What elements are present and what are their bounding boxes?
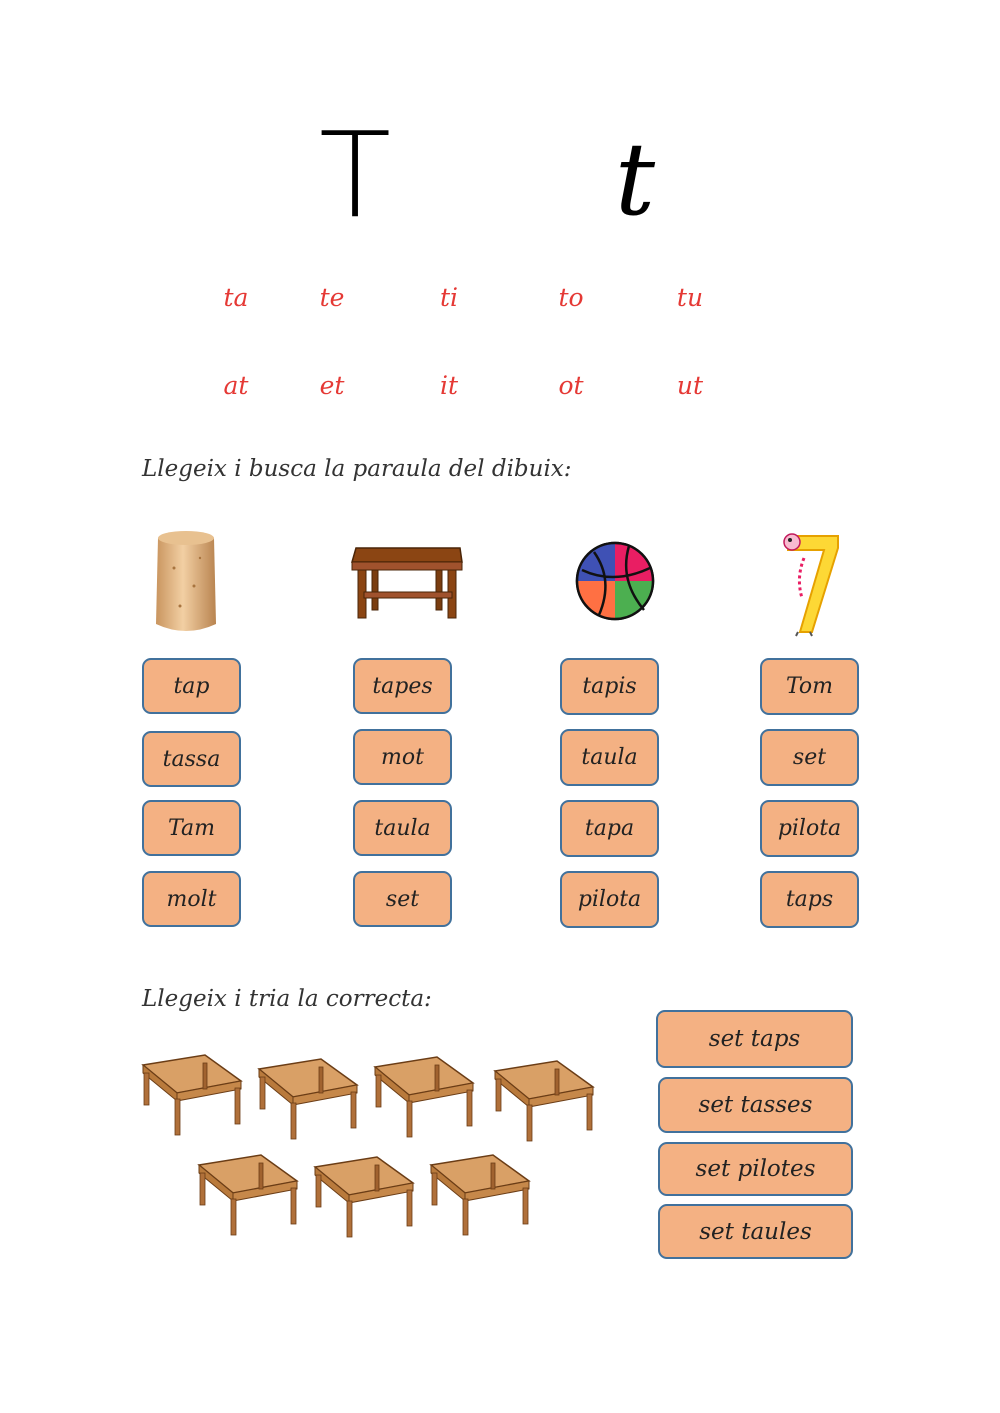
table-icon xyxy=(199,1155,297,1235)
ball-icon xyxy=(574,540,656,622)
answer-option[interactable]: set taules xyxy=(658,1204,853,1259)
table-icon xyxy=(375,1057,473,1137)
table-icon xyxy=(431,1155,529,1235)
exercise-1-instruction: Llegeix i busca la paraula del dibuix: xyxy=(142,456,572,482)
word-option[interactable]: tapis xyxy=(560,658,659,715)
word-option[interactable]: tapa xyxy=(560,800,659,857)
answer-option[interactable]: set taps xyxy=(656,1010,853,1068)
table-icon xyxy=(315,1157,413,1237)
syllable: tu xyxy=(676,283,704,312)
answer-option[interactable]: set pilotes xyxy=(658,1142,853,1196)
word-option[interactable]: Tom xyxy=(760,658,859,715)
word-option[interactable]: set xyxy=(353,871,452,927)
word-option[interactable]: taula xyxy=(560,729,659,786)
word-option[interactable]: taula xyxy=(353,800,452,856)
table-icon xyxy=(143,1055,241,1135)
number-seven-icon xyxy=(782,528,842,638)
uppercase-letter: T xyxy=(318,106,392,244)
syllable: ta xyxy=(223,283,249,312)
syllable: to xyxy=(558,283,584,312)
syllable: it xyxy=(439,371,459,400)
word-option[interactable]: tapes xyxy=(353,658,452,714)
lowercase-letter: t xyxy=(614,121,656,238)
syllable: ot xyxy=(558,371,584,400)
syllable: et xyxy=(319,371,345,400)
syllable: te xyxy=(319,283,345,312)
word-option[interactable]: tassa xyxy=(142,731,241,787)
syllable: at xyxy=(223,371,249,400)
word-option[interactable]: pilota xyxy=(560,871,659,928)
tables-illustration xyxy=(135,1045,605,1250)
syllable: ti xyxy=(439,283,459,312)
word-option[interactable]: Tam xyxy=(142,800,241,856)
table-icon xyxy=(495,1061,593,1141)
exercise-2-instruction: Llegeix i tria la correcta: xyxy=(142,986,432,1012)
word-option[interactable]: mot xyxy=(353,729,452,785)
word-option[interactable]: molt xyxy=(142,871,241,927)
answer-option[interactable]: set tasses xyxy=(658,1077,853,1133)
word-option[interactable]: tap xyxy=(142,658,241,714)
table-icon xyxy=(348,540,468,625)
cork-icon xyxy=(150,528,222,638)
syllable: ut xyxy=(676,371,704,400)
word-option[interactable]: taps xyxy=(760,871,859,928)
table-icon xyxy=(259,1059,357,1139)
word-option[interactable]: set xyxy=(760,729,859,786)
word-option[interactable]: pilota xyxy=(760,800,859,857)
